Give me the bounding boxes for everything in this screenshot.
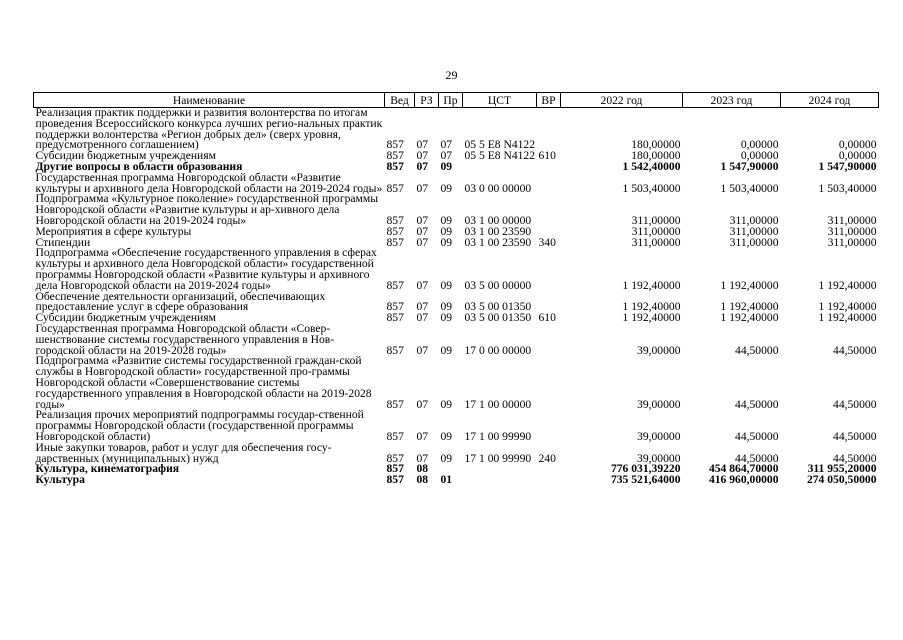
cell-2022: 180,00000 — [631, 149, 681, 163]
cell-rz: 07 — [416, 311, 429, 325]
cell-pr: 09 — [440, 278, 453, 292]
cell-cst: 17 1 00 99990 — [464, 429, 532, 443]
table-row — [34, 356, 879, 410]
table-row — [34, 248, 879, 291]
cell-pr: 09 — [440, 311, 453, 325]
cell-ved: 857 — [386, 181, 404, 195]
header-ved: Вед — [385, 93, 415, 108]
cell-ved: 857 — [386, 473, 404, 487]
cell-pr: 07 — [440, 138, 453, 152]
page-number: 29 — [445, 68, 458, 82]
header-2024: 2024 год — [781, 93, 879, 108]
cell-vr — [537, 292, 561, 314]
cell-vr: 340 — [538, 235, 556, 249]
cell-2022: 39,00000 — [637, 429, 681, 443]
cell-name: Реализация практик поддержки и развития волонтерства по итогам проведения Всероссийского конкурса лучших регио-нальных практик поддержки волонтерства «Регион добрых дел» (сверх уровня, предусмотренного соглашением) — [35, 106, 383, 152]
cell-vr — [537, 108, 561, 152]
cell-vr — [537, 248, 561, 291]
cell-2022: 180,00000 — [631, 138, 681, 152]
cell-vr: 240 — [538, 451, 556, 465]
cell-cst: 03 0 00 00000 — [464, 181, 532, 195]
cell-2024: 311,00000 — [827, 213, 877, 227]
table-row — [34, 410, 879, 442]
cell-pr: 09 — [440, 300, 453, 314]
cell-2023: 311,00000 — [729, 213, 779, 227]
cell-2023: 311,00000 — [729, 224, 779, 238]
cell-ved: 857 — [386, 462, 404, 476]
cell-cst: 03 5 00 01350 — [464, 300, 532, 314]
cell-ved: 857 — [386, 213, 404, 227]
table-row — [34, 292, 879, 314]
cell-2023: 311,00000 — [729, 235, 779, 249]
header-name: Наименование — [34, 93, 385, 108]
cell-2024: 1 192,40000 — [818, 311, 877, 325]
cell-2023: 1 547,90000 — [720, 159, 779, 173]
cell-rz: 07 — [416, 451, 429, 465]
cell-2023: 416 960,00000 — [708, 473, 779, 487]
cell-rz: 07 — [416, 278, 429, 292]
cell-rz: 07 — [416, 397, 429, 411]
cell-2022: 1 192,40000 — [622, 300, 681, 314]
cell-vr — [537, 410, 561, 442]
cell-cst — [463, 475, 537, 486]
cell-name: Государственная программа Новгородской области «Совер-шенствование системы государственного управления в Нов-городской области на 2019-2028 годы» — [35, 321, 335, 357]
cell-2023: 0,00000 — [740, 149, 779, 163]
cell-2024: 44,50000 — [833, 429, 877, 443]
cell-name: Другие вопросы в области образования — [35, 159, 243, 173]
cell-pr: 09 — [440, 343, 453, 357]
cell-cst: 03 1 00 00000 — [464, 213, 532, 227]
cell-rz: 07 — [416, 235, 429, 249]
cell-2022: 39,00000 — [637, 451, 681, 465]
cell-cst: 05 5 E8 N4122 — [464, 138, 536, 152]
table-row — [34, 108, 879, 152]
cell-name: Подпрограмма «Культурное поколение» государственной программы Новгородской области «Развитие культуры и ар-хивного дела Новгородской области на 2019-2024 годы» — [35, 192, 378, 227]
cell-2024: 0,00000 — [838, 149, 877, 163]
cell-2023: 1 503,40000 — [720, 181, 779, 195]
cell-2024: 1 547,90000 — [818, 159, 877, 173]
cell-rz: 07 — [416, 149, 429, 163]
cell-2024: 0,00000 — [838, 138, 877, 152]
cell-name: Субсидии бюджетным учреждениям — [35, 149, 216, 163]
cell-ved: 857 — [386, 138, 404, 152]
cell-2024: 44,50000 — [833, 451, 877, 465]
header-pr: Пр — [439, 93, 463, 108]
cell-2023: 454 864,70000 — [708, 462, 779, 476]
cell-name: Иные закупки товаров, работ и услуг для обеспечения госу-дарственных (муниципальных) нужд — [35, 440, 332, 465]
cell-ved: 857 — [386, 159, 404, 173]
cell-2023: 1 192,40000 — [720, 300, 779, 314]
cell-pr: 01 — [440, 473, 453, 487]
cell-2023: 44,50000 — [735, 429, 779, 443]
cell-name: Подпрограмма «Развитие системы государственной граждан-ской службы в Новгородской области» государственной про-граммы Новгородской области «Совершенствование системы государственного управления в Новгородской области на 2019-2028 годы» — [35, 354, 372, 411]
cell-vr — [537, 173, 561, 195]
cell-2022: 1 192,40000 — [622, 311, 681, 325]
cell-pr: 09 — [440, 235, 453, 249]
cell-2024: 44,50000 — [833, 343, 877, 357]
cell-pr: 09 — [440, 451, 453, 465]
cell-vr — [537, 324, 561, 356]
cell-ved: 857 — [386, 300, 404, 314]
cell-rz: 07 — [416, 343, 429, 357]
cell-2023: 1 192,40000 — [720, 278, 779, 292]
cell-2022: 1 503,40000 — [622, 181, 681, 195]
cell-2023: 0,00000 — [740, 138, 779, 152]
cell-cst: 03 5 00 00000 — [464, 278, 532, 292]
cell-cst: 17 1 00 99990 — [464, 451, 532, 465]
cell-2022: 311,00000 — [631, 235, 681, 249]
cell-name: Культура — [35, 473, 85, 487]
cell-cst: 03 1 00 23590 — [464, 224, 532, 238]
cell-rz: 07 — [416, 429, 429, 443]
cell-pr: 09 — [440, 224, 453, 238]
table-row — [34, 173, 879, 195]
cell-name: Государственная программа Новгородской области «Развитие культуры и архивного дела Новгородской области на 2019-2024 годы» — [35, 170, 383, 195]
cell-ved: 857 — [386, 235, 404, 249]
cell-vr — [537, 464, 561, 475]
cell-ved: 857 — [386, 149, 404, 163]
table-row — [34, 443, 879, 465]
cell-2023: 44,50000 — [735, 451, 779, 465]
cell-pr: 07 — [440, 149, 453, 163]
cell-name: Обеспечение деятельности организаций, обеспечивающих предоставление услуг в сфере образования — [35, 289, 326, 314]
cell-name: Подпрограмма «Обеспечение государственного управления в сферах культуры и архивного дела Новгородской области» государственной программы Новгородской области «Развитие культуры и архивного дела Новгородской области на 2019-2024 годы» — [35, 246, 377, 292]
cell-2022: 735 521,64000 — [610, 473, 681, 487]
cell-2024: 311,00000 — [827, 235, 877, 249]
cell-2023: 44,50000 — [735, 397, 779, 411]
cell-ved: 857 — [386, 397, 404, 411]
header-2022: 2022 год — [561, 93, 683, 108]
cell-cst — [463, 162, 537, 173]
cell-rz: 07 — [416, 138, 429, 152]
cell-ved: 857 — [386, 278, 404, 292]
header-cst: ЦСТ — [463, 93, 537, 108]
cell-rz: 07 — [416, 300, 429, 314]
cell-ved: 857 — [386, 343, 404, 357]
cell-cst: 17 1 00 00000 — [464, 397, 532, 411]
cell-vr — [537, 356, 561, 410]
table-body — [34, 108, 879, 486]
cell-name: Субсидии бюджетным учреждениям — [35, 311, 216, 325]
cell-2022: 39,00000 — [637, 397, 681, 411]
cell-vr: 610 — [538, 311, 556, 325]
cell-name: Реализация прочих мероприятий подпрограммы государ-ственной программы Новгородской области (государственной программы Новгородской области) — [35, 408, 364, 443]
cell-2022: 776 031,39220 — [610, 462, 681, 476]
budget-table — [33, 92, 879, 486]
table-row — [34, 475, 879, 486]
header-2023: 2023 год — [683, 93, 781, 108]
cell-rz: 08 — [416, 473, 429, 487]
cell-2023: 44,50000 — [735, 343, 779, 357]
cell-2023: 1 192,40000 — [720, 311, 779, 325]
cell-name: Мероприятия в сфере культуры — [35, 224, 192, 238]
cell-2024: 311 955,20000 — [807, 462, 877, 476]
cell-2024: 1 192,40000 — [818, 300, 877, 314]
cell-name: Культура, кинематография — [35, 462, 180, 476]
cell-name: Стипендии — [35, 235, 91, 249]
cell-vr — [537, 475, 561, 486]
cell-cst: 17 0 00 00000 — [464, 343, 532, 357]
cell-pr: 09 — [440, 181, 453, 195]
cell-2022: 1 542,40000 — [622, 159, 681, 173]
cell-vr — [537, 194, 561, 226]
cell-2024: 311,00000 — [827, 224, 877, 238]
cell-vr — [537, 162, 561, 173]
cell-rz: 07 — [416, 213, 429, 227]
cell-pr: 09 — [440, 213, 453, 227]
cell-2024: 1 192,40000 — [818, 278, 877, 292]
table-row — [34, 324, 879, 356]
cell-ved: 857 — [386, 311, 404, 325]
cell-2024: 44,50000 — [833, 397, 877, 411]
header-rz: РЗ — [415, 93, 439, 108]
cell-2022: 311,00000 — [631, 224, 681, 238]
cell-pr: 09 — [440, 159, 453, 173]
cell-cst: 03 1 00 23590 — [464, 235, 532, 249]
table-row — [34, 194, 879, 226]
cell-cst — [463, 464, 537, 475]
cell-rz: 07 — [416, 181, 429, 195]
cell-2024: 1 503,40000 — [818, 181, 877, 195]
cell-ved: 857 — [386, 451, 404, 465]
cell-pr: 09 — [440, 397, 453, 411]
cell-cst: 03 5 00 01350 — [464, 311, 532, 325]
cell-rz: 08 — [416, 462, 429, 476]
cell-2024: 274 050,50000 — [806, 473, 877, 487]
header-vr: ВР — [537, 93, 561, 108]
cell-2022: 1 192,40000 — [622, 278, 681, 292]
cell-rz: 07 — [416, 224, 429, 238]
cell-2022: 39,00000 — [637, 343, 681, 357]
cell-ved: 857 — [386, 224, 404, 238]
cell-cst: 05 5 E8 N4122 — [464, 149, 536, 163]
cell-pr: 09 — [440, 429, 453, 443]
cell-ved: 857 — [386, 429, 404, 443]
cell-2022: 311,00000 — [631, 213, 681, 227]
cell-rz: 07 — [416, 159, 429, 173]
cell-vr: 610 — [538, 149, 556, 163]
